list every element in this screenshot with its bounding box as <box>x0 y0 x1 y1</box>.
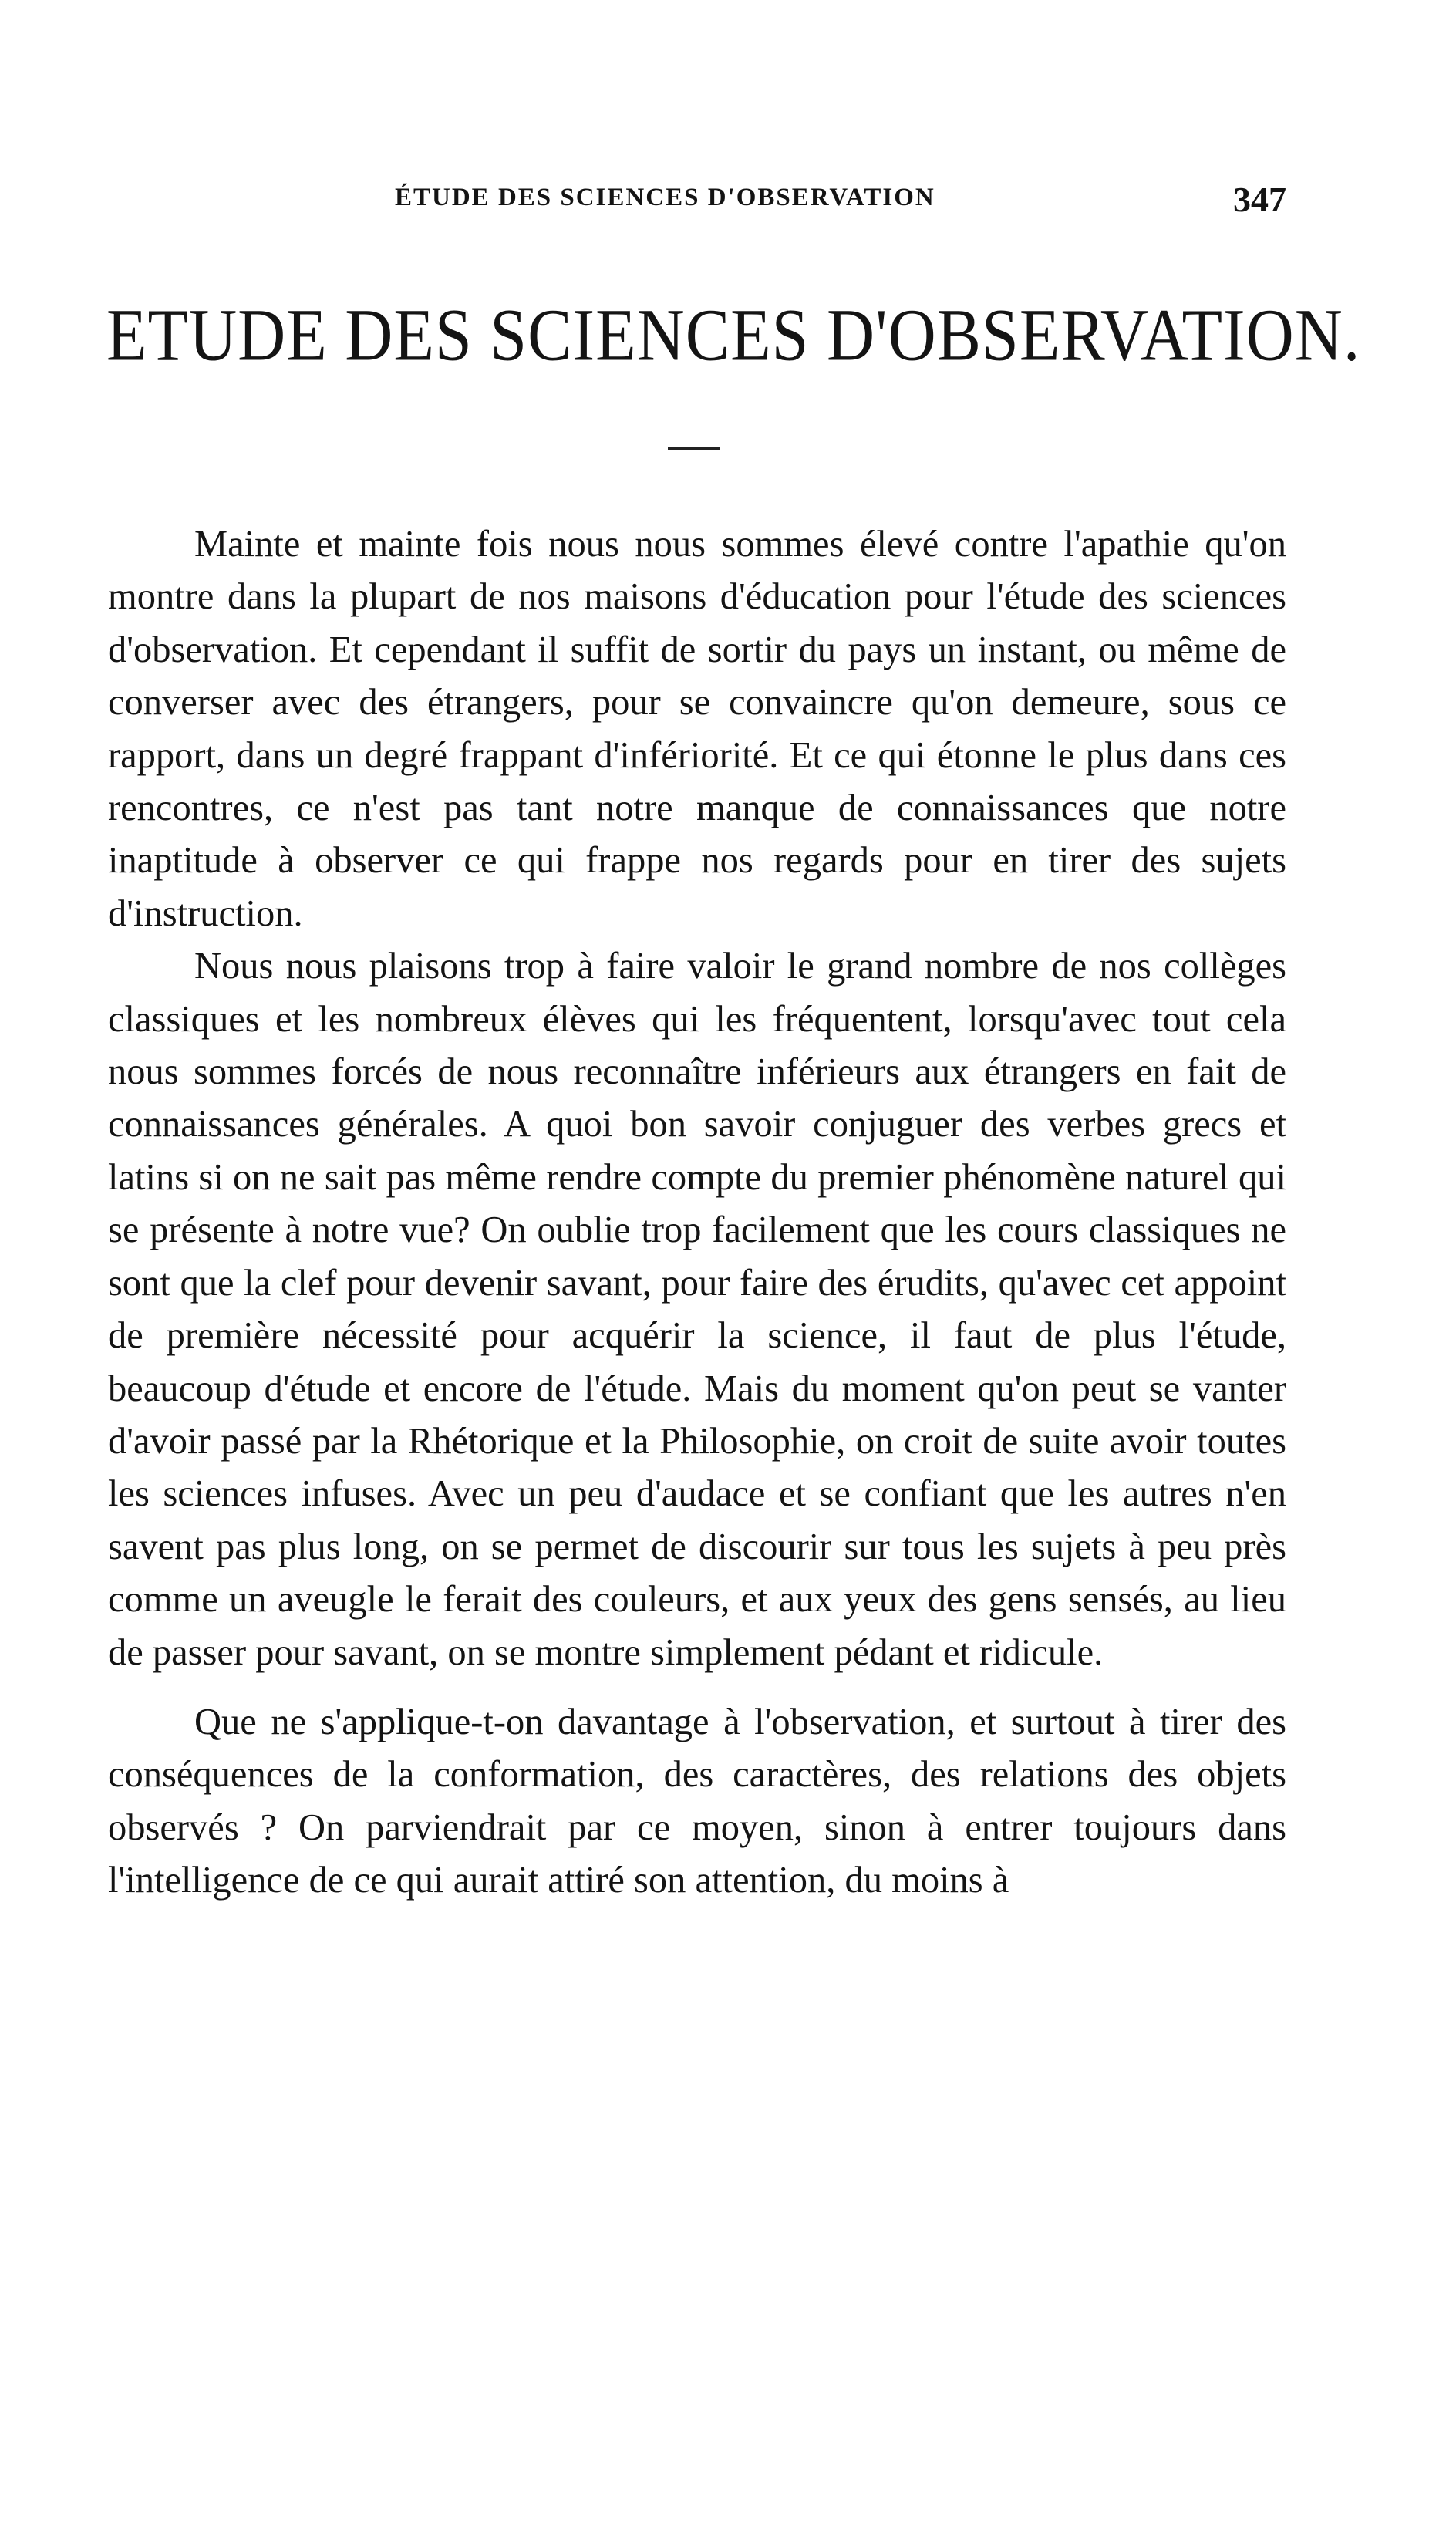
paragraph-3: Que ne s'applique-t-on davantage à l'observation, et surtout à tirer des conséquences de la conformation, des caractères, des relations des objets observés ? On parviendrait par ce moyen, sinon à entrer toujours dans l'intelligence de ce qui aurait attiré son attention, du moins à <box>108 1701 1286 1901</box>
article-title: ETUDE DES SCIENCES D'OBSERVATION. <box>106 293 1361 376</box>
page-number: 347 <box>1233 180 1286 219</box>
article-body <box>108 518 1286 1908</box>
paragraph-1: Mainte et mainte fois nous nous sommes élevé contre l'apathie qu'on montre dans la plupart de nos maisons d'éducation pour l'étude des sciences d'observation. Et cependant il suffit de sortir du pays un instant, ou même de converser avec des étrangers, pour se convaincre qu'on demeure, sous ce rapport, dans un degré frappant d'infériorité. Et ce qui étonne le plus dans ces rencontres, ce n'est pas tant notre manque de connaissances que notre inaptitude à observer ce qui frappe nos regards pour en tirer des sujets d'instruction. <box>108 524 1286 934</box>
title-divider <box>668 447 720 450</box>
paragraph-2: Nous nous plaisons trop à faire valoir le grand nombre de nos collèges classiques et les nombreux élèves qui les fréquentent, lorsqu'avec tout cela nous sommes forcés de nous reconnaître inférieurs aux étrangers en fait de connaissances générales. A quoi bon savoir conjuguer des verbes grecs et latins si on ne sait pas même rendre compte du premier phénomène naturel qui se présente à notre vue? On oublie trop facilement que les cours classiques ne sont que la clef pour devenir savant, pour faire des érudits, qu'avec cet appoint de première nécessité pour acquérir la science, il faut de plus l'étude, beaucoup d'étude et encore de l'étude. Mais du moment qu'on peut se vanter d'avoir passé par la Rhétorique et la Philosophie, on croit de suite avoir toutes les sciences infuses. Avec un peu d'audace et se confiant que les autres n'en savent pas plus long, on se permet de discourir sur tous les sujets à peu près comme un aveugle le ferait des couleurs, et aux yeux des gens sensés, au lieu de passer pour savant, on se montre simplement pédant et ridicule. <box>108 946 1286 1673</box>
running-header <box>106 180 1286 230</box>
running-header-title: ÉTUDE DES SCIENCES D'OBSERVATION <box>395 184 935 211</box>
